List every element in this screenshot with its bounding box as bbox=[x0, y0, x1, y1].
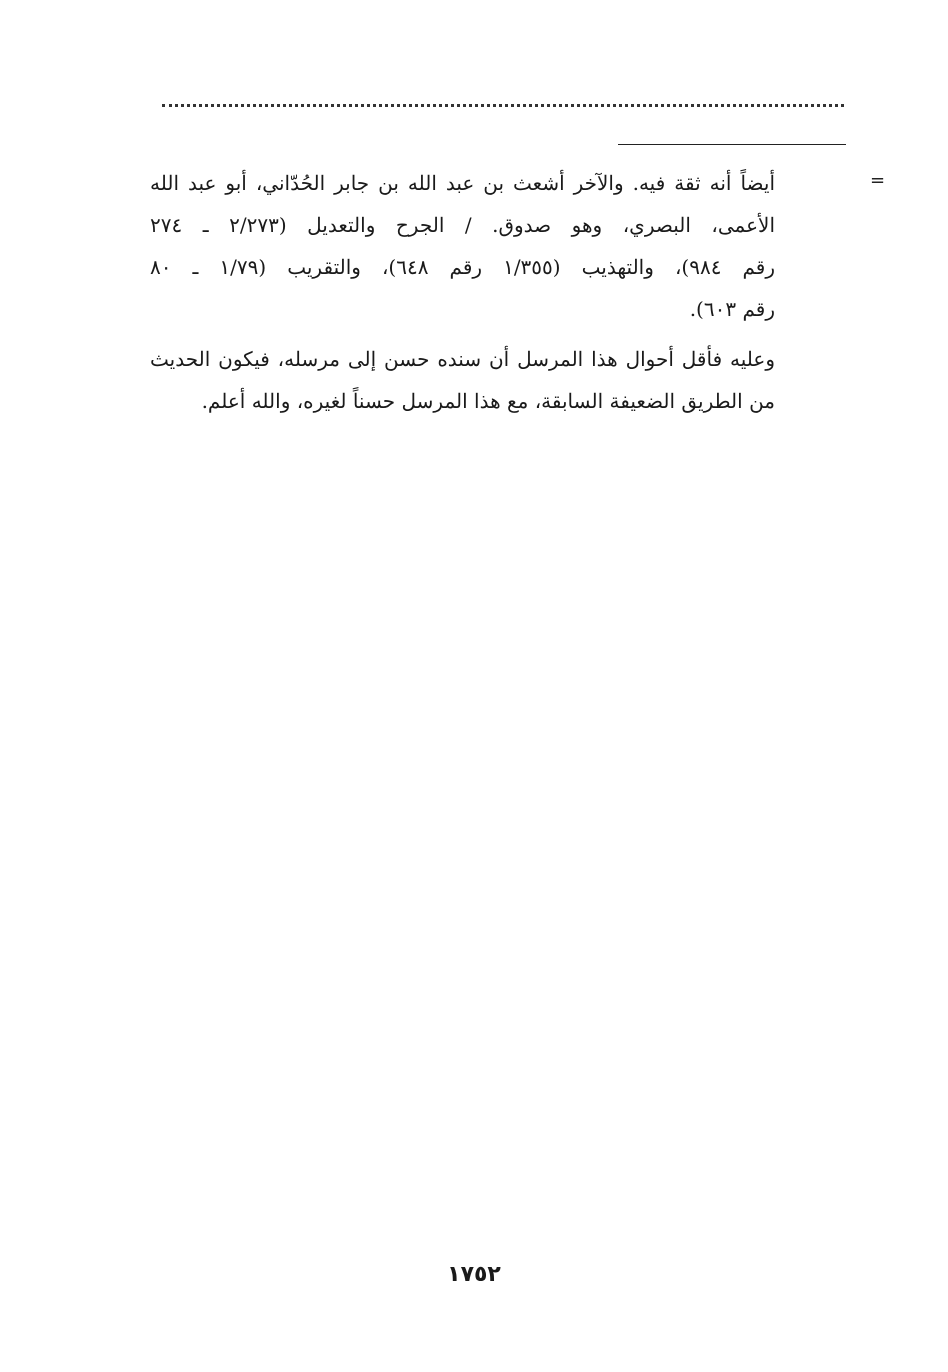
footnote-line: رقم ٦٠٣). bbox=[689, 297, 775, 321]
footnote-line: أيضاً أنه ثقة فيه. والآخر أشعث بن عبد الله بن جابر الحُدّاني، أبو عبد الله bbox=[150, 171, 775, 195]
footnote-line: الأعمى، البصري، وهو صدوق. / الجرح والتعديل (٢/٢٧٣ ـ ٢٧٤ bbox=[150, 213, 775, 237]
footnote-block bbox=[150, 162, 775, 330]
footnote-line: رقم ٩٨٤)، والتهذيب (١/٣٥٥ رقم ٦٤٨)، والتقريب (١/٧٩ ـ ٨٠ bbox=[150, 255, 776, 279]
main-paragraph bbox=[150, 338, 775, 422]
paragraph-line: وعليه فأقل أحوال هذا المرسل أن سنده حسن إلى مرسله، فيكون الحديث bbox=[150, 347, 775, 371]
continuation-marker: = bbox=[870, 170, 886, 191]
paragraph-line: من الطريق الضعيفة السابقة، مع هذا المرسل حسناً لغيره، والله أعلم. bbox=[201, 389, 775, 413]
page-number: ١٧٥٢ bbox=[447, 1262, 501, 1287]
dotted-separator bbox=[162, 104, 844, 107]
footnote-rule bbox=[618, 144, 846, 145]
